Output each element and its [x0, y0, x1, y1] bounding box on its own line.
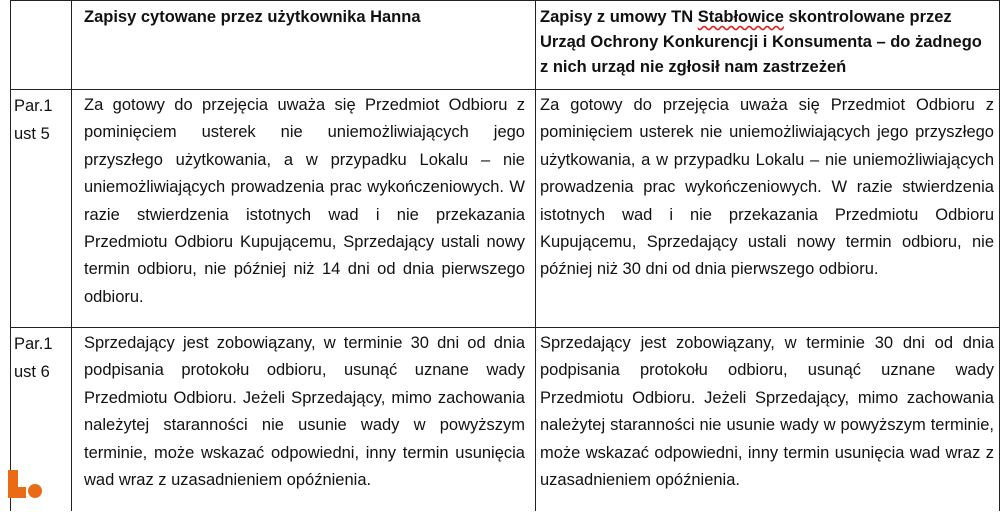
row-par-cell: Par.1 ust 6 — [14, 335, 53, 381]
comparison-table — [10, 0, 1000, 511]
header-right-cell — [536, 1, 1000, 90]
header-row — [10, 0, 1000, 90]
table-row — [10, 89, 1000, 328]
row-left-cell: Sprzedający jest zobowiązany, w terminie 30 dni od dnia podpisania protokołu odbioru, usunąć uznane wady Przedmiotu Odbioru. Jeżeli Sprzedający, mimo zachowania należytej staranności nie usunie wady w powyższym terminie, może wskazać odpowiedni, inny termin usunięcia wad wraz z uzasadnieniem opóźnienia. — [84, 334, 525, 490]
row-right-cell: Za gotowy do przejęcia uważa się Przedmiot Odbioru z pominięciem usterek nie uniemożliwiających jego przyszłego użytkowania, a w przypadku Lokalu – nie uniemożliwiających prowadzenia prac wykończeniowych. W razie stwierdzenia istotnych wad i nie przekazania Przedmiotu Odbioru Kupującemu, Sprzedający ustali nowy termin odbioru, nie później niż 30 dni od dnia pierwszego odbioru. — [540, 96, 994, 279]
table-row — [10, 327, 1000, 512]
row-right-cell: Sprzedający jest zobowiązany, w terminie 30 dni od dnia podpisania protokołu odbioru, usunąć uznane wady Przedmiotu Odbioru. Jeżeli Sprzedający, mimo zachowania należytej staranności nie usunie wady w powyższym terminie, może wskazać odpowiedni, inny termin usunięcia wad wraz z uzasadnieniem opóźnienia. — [540, 334, 994, 490]
header-right-pre: Zapisy z umowy TN — [540, 8, 698, 26]
row-left-cell: Za gotowy do przejęcia uważa się Przedmiot Odbioru z pominięciem usterek nie uniemożliwiających jego przyszłego użytkowania, a w przypadku Lokalu – nie uniemożliwiających prowadzenia prac wykończeniowych. W razie stwierdzenia istotnych wad i nie przekazania Przedmiotu Odbioru Kupującemu, Sprzedający ustali nowy termin odbioru, nie później niż 14 dni od dnia pierwszego odbioru. — [84, 96, 525, 306]
header-right-post: skontrolowane przez Urząd Ochrony Konkurencji i Konsumenta – do żadnego z nich urząd nie zgłosił nam zastrzeżeń — [540, 8, 982, 76]
header-right-brand: Stabłowice — [697, 8, 784, 26]
header-left-cell: Zapisy cytowane przez użytkownika Hanna — [84, 8, 421, 26]
row-par-cell: Par.1 ust 5 — [14, 97, 53, 143]
header-par-cell — [10, 1, 71, 90]
orange-blocks-logo-icon — [8, 470, 42, 500]
